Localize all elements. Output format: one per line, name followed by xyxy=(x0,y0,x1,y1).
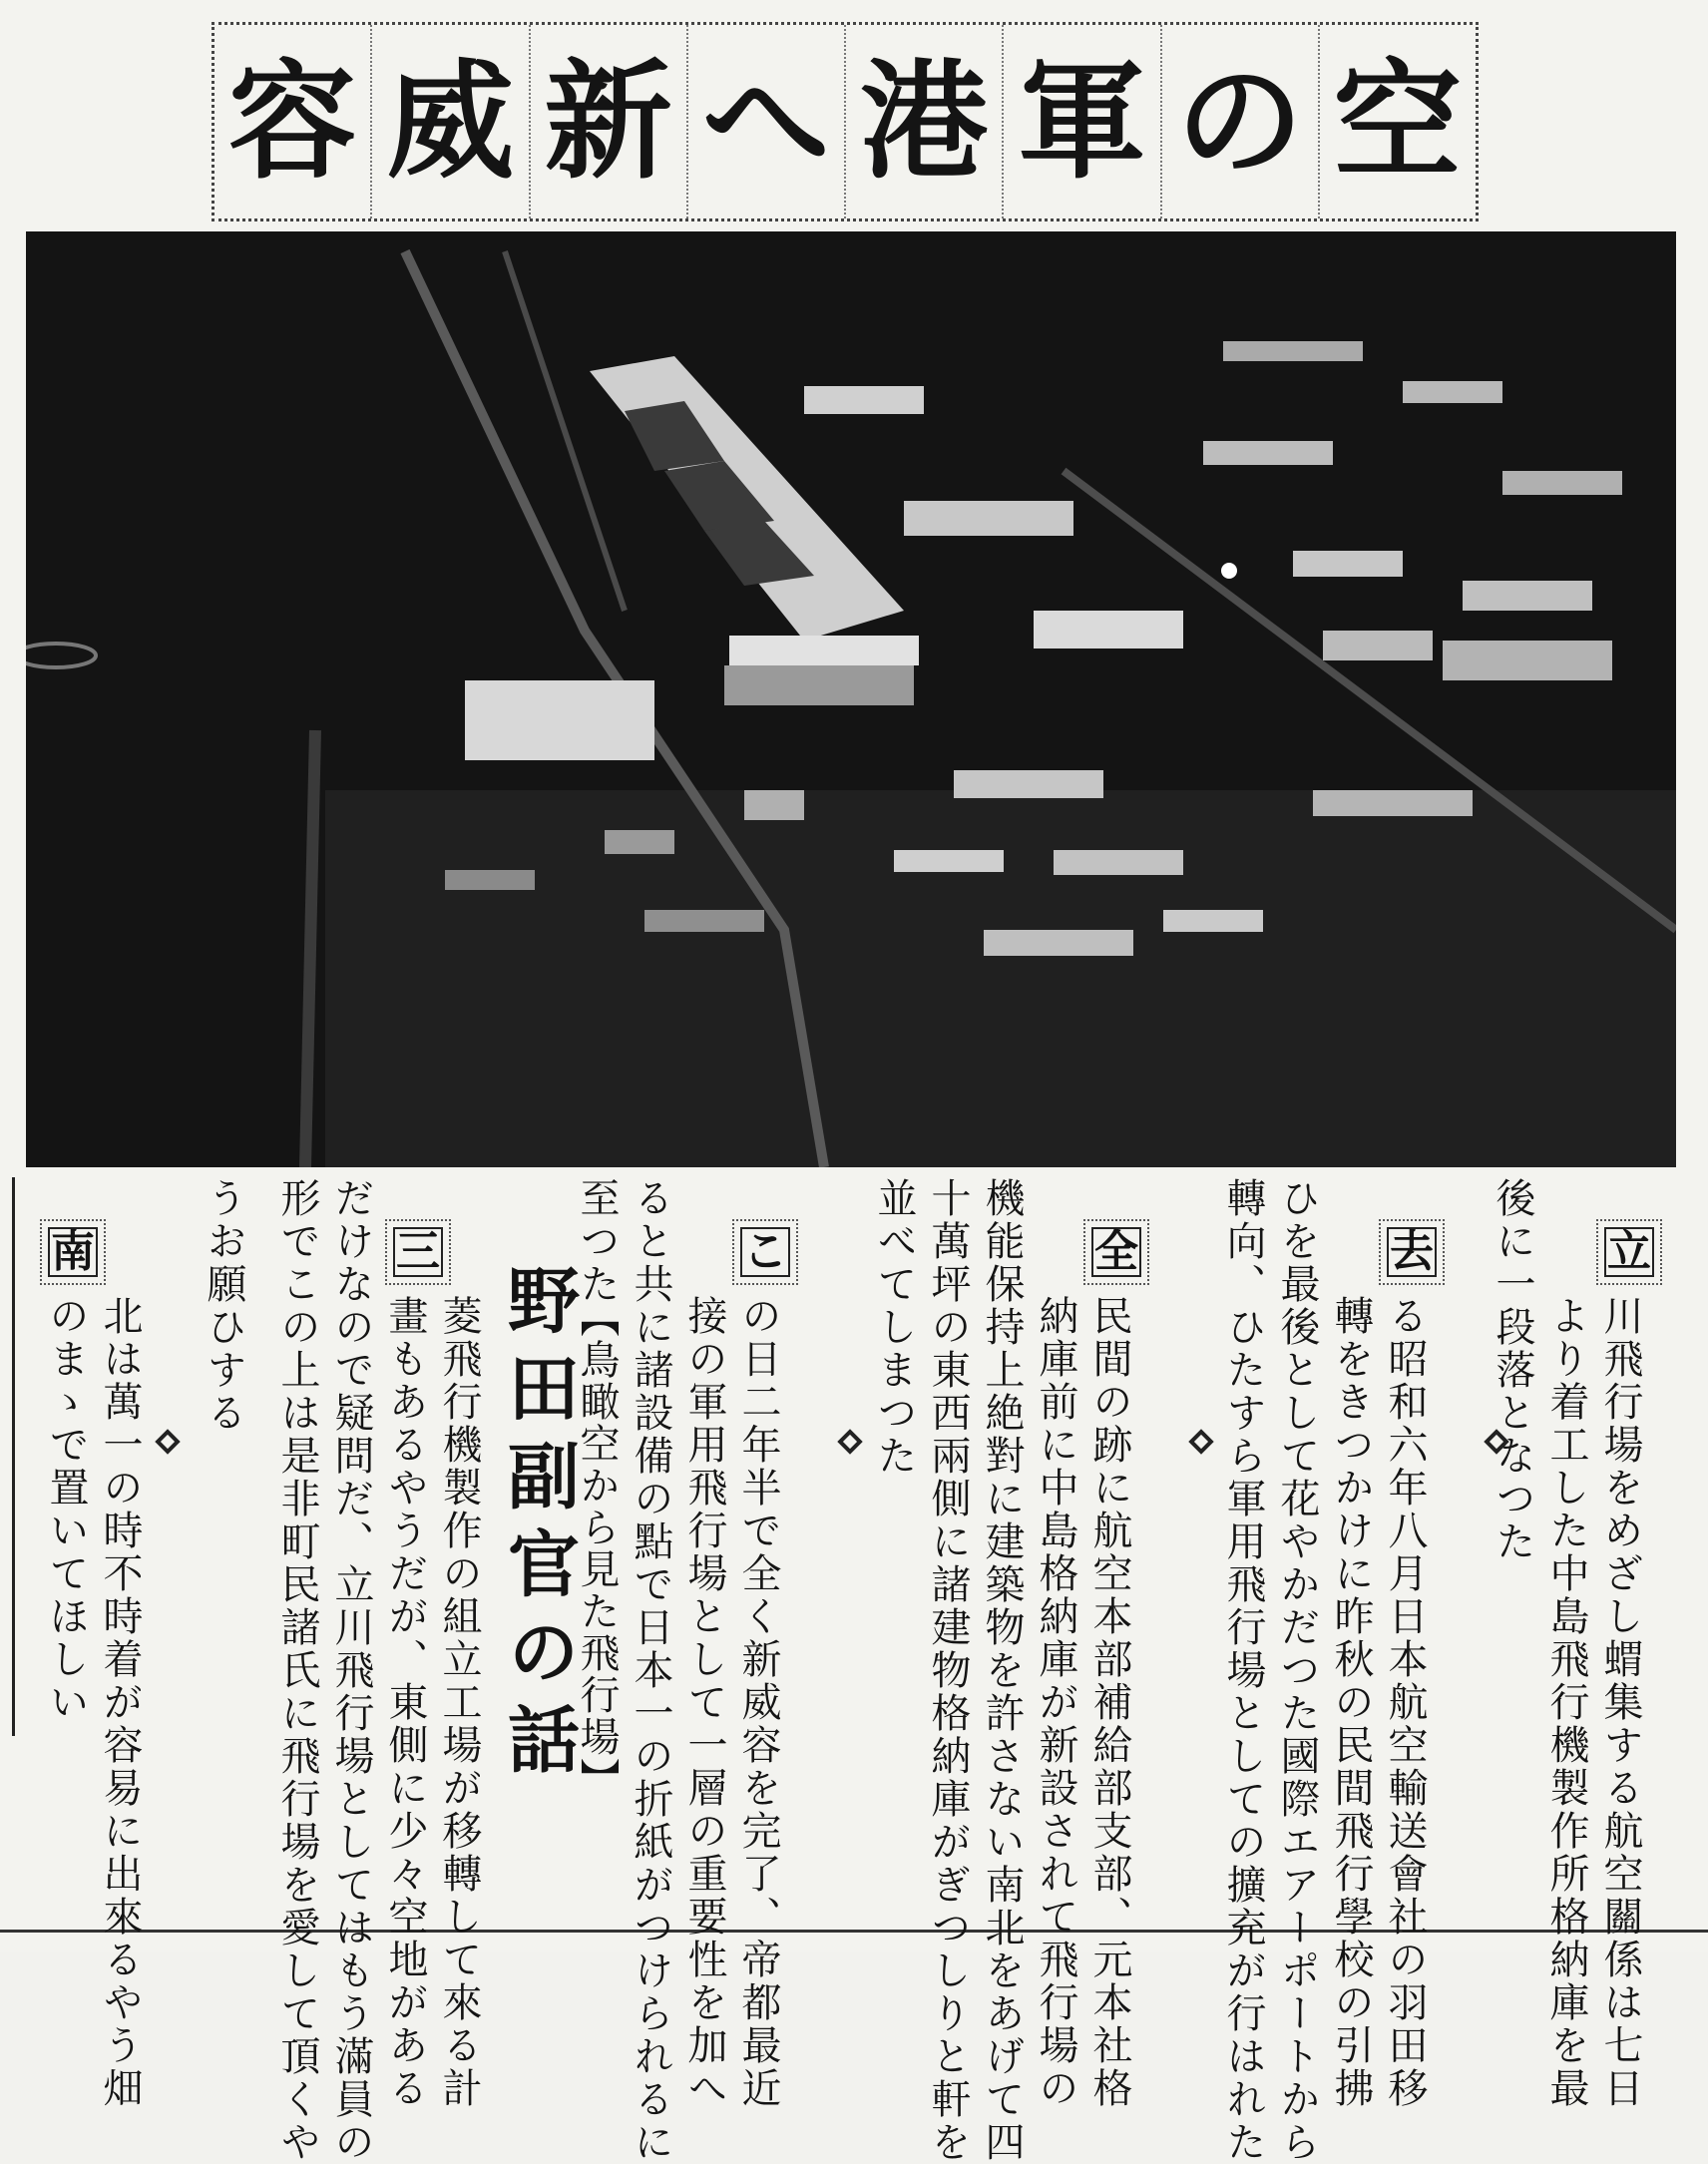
headline-char: 軍 xyxy=(1002,25,1159,218)
headline-char: 威 xyxy=(370,25,528,218)
text-column: 接の軍用飛行場として一層の重要性を加へ xyxy=(681,1295,727,2110)
text-column: ると共に諸設備の點で日本一の折紙がつけられるに xyxy=(628,1177,673,2164)
column-rule xyxy=(12,1177,15,1736)
section-heading-box: 立 xyxy=(1596,1219,1662,1285)
text-column: より着工した中島飛行機製作所格納庫を最 xyxy=(1543,1295,1589,2110)
text-column: 並べてしまつた xyxy=(871,1177,917,1478)
headline-char: 新 xyxy=(529,25,686,218)
text-column: ひを最後として花やかだつた國際エアーポートから xyxy=(1274,1177,1320,2164)
text-column: 十萬坪の東西兩側に諸建物格納庫がぎつしりと軒を xyxy=(925,1177,971,2164)
section-heading-box: 三 xyxy=(385,1219,451,1285)
text-column: の日二年半で全く新威容を完了、帝都最近 xyxy=(735,1295,781,2110)
section-heading-box: 全 xyxy=(1083,1219,1149,1285)
aerial-photograph xyxy=(26,231,1676,1167)
section-divider-diamond xyxy=(1188,1429,1213,1454)
text-column: うお願ひする xyxy=(201,1177,246,1435)
section-heading-box: 去 xyxy=(1379,1219,1445,1285)
text-column: 北は萬一の時不時着が容易に出來るやう畑 xyxy=(97,1295,143,2110)
headline-char: へ xyxy=(686,25,844,218)
section-divider-diamond xyxy=(155,1429,180,1454)
bottom-rule xyxy=(0,1930,1708,1933)
text-column: 後に一段落となつた xyxy=(1490,1177,1535,1563)
headline-char: 空 xyxy=(1318,25,1476,218)
text-column: 畫もあるやうだが、東側に少々空地がある xyxy=(382,1295,428,2110)
airfield-aerial-image xyxy=(26,231,1676,1167)
headline-char: 容 xyxy=(228,47,357,197)
text-column: る昭和六年八月日本航空輸送會社の羽田移 xyxy=(1382,1295,1428,2110)
photo-caption: 【鳥瞰空から見た飛行場】 xyxy=(574,1297,620,1800)
text-column: 轉をきつかけに昨秋の民間飛行學校の引拂 xyxy=(1328,1295,1374,2110)
text-column: 民間の跡に航空本部補給部支部、元本社格 xyxy=(1086,1295,1132,2110)
text-column: だけなので疑問だ、立川飛行場としてはもう滿員の xyxy=(328,1177,374,2164)
headline xyxy=(212,22,1479,221)
text-column: 川飛行場をめざし蝟集する航空關係は七日 xyxy=(1597,1295,1643,2110)
text-column: 至つた xyxy=(574,1177,620,1306)
text-column: 菱飛行機製作の組立工場が移轉して來る計 xyxy=(436,1295,482,2110)
section-heading-box: こ xyxy=(732,1219,798,1285)
speech-title: 野田副官の話 xyxy=(496,1263,581,1790)
section-heading-box: 南 xyxy=(40,1219,106,1285)
text-column: 納庫前に中島格納庫が新設されて飛行場の xyxy=(1033,1295,1078,2110)
text-column: 形でこの上は是非町民諸氏に飛行場を愛して頂くや xyxy=(274,1177,320,2164)
text-column: のまゝで置いてほしい xyxy=(43,1295,89,1724)
headline-char: の xyxy=(1160,25,1318,218)
text-column: 機能保持上絶對に建築物を許さない南北をあげて四 xyxy=(979,1177,1025,2164)
headline-char: 港 xyxy=(844,25,1002,218)
text-column: 轉向、ひたすら軍用飛行場としての擴充が行はれた xyxy=(1220,1177,1266,2164)
section-divider-diamond xyxy=(837,1429,862,1454)
